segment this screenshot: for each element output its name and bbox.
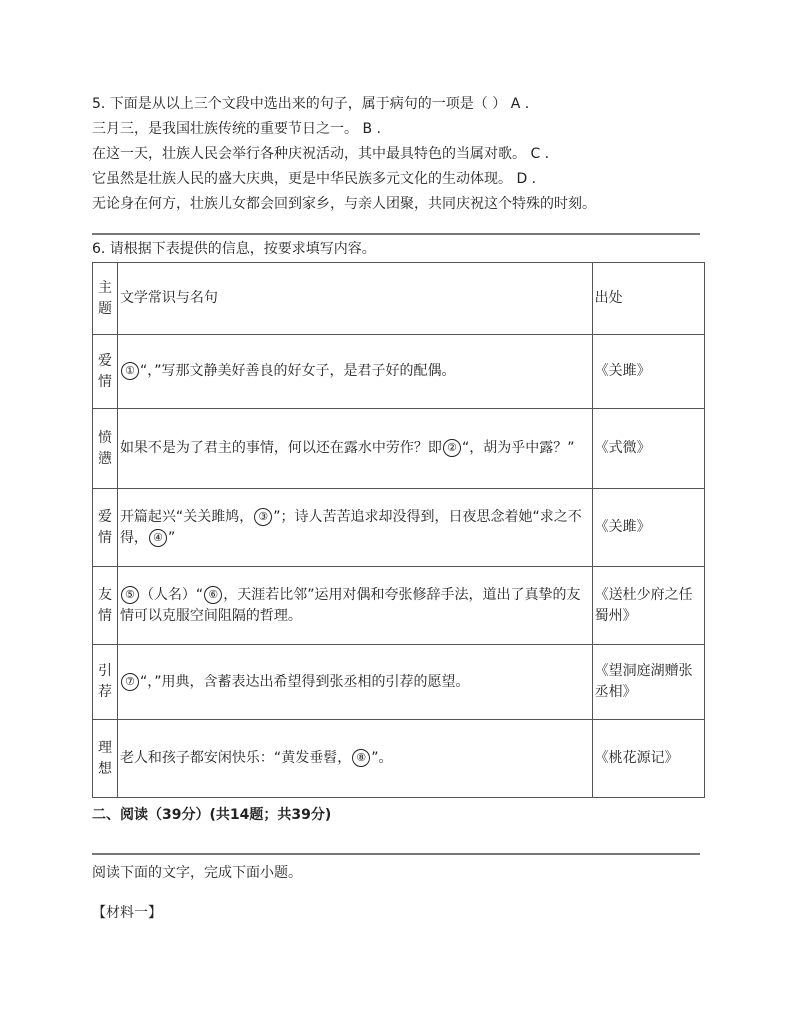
row-source: 《望洞庭湖赠张丞相》 [592, 645, 704, 720]
table-row [93, 645, 705, 720]
content-text: 如果不是为了君主的事情，何以还在露水中劳作？即 [119, 440, 442, 456]
q5-option-b: 在这一天，壮族人民会举行各种庆祝活动，其中最具特色的当属对歌。 C . [92, 146, 550, 162]
material-one-label: 【材料一】 [92, 905, 162, 921]
header-content: 文学常识与名句 [117, 263, 592, 335]
blank-number: ⑧ [352, 749, 370, 767]
table-header-row [93, 263, 705, 335]
table-row [93, 567, 705, 645]
blank-number: ② [443, 439, 461, 457]
literature-table [92, 262, 705, 798]
row-source: 《桃花源记》 [592, 720, 704, 798]
content-text: “，”用典，含蓄表达出希望得到张丞相的引荐的愿望。 [139, 673, 470, 690]
row-source: 《关雎》 [592, 489, 704, 567]
section-2-heading: 二、阅读（39分）(共14题；共39分) [92, 807, 332, 823]
row-content [117, 720, 592, 798]
row-theme: 爱情 [93, 489, 118, 567]
q5-option-d: 无论身在何方，壮族儿女都会回到家乡，与亲人团聚，共同庆祝这个特殊的时刻。 [92, 196, 596, 212]
row-content [117, 567, 592, 645]
row-theme: 愤懑 [93, 409, 118, 489]
content-text: ” [167, 529, 176, 546]
table-row [93, 720, 705, 798]
header-theme: 主题 [93, 263, 118, 335]
question-6-title: 6. 请根据下表提供的信息，按要求填写内容。 [92, 241, 376, 257]
table-row [93, 335, 705, 409]
divider [92, 233, 700, 235]
blank-number: ⑤ [121, 586, 139, 604]
row-theme: 友情 [93, 567, 118, 645]
content-text: “，胡为乎中露？” [461, 440, 575, 456]
question-5 [92, 92, 704, 217]
row-source: 《式微》 [592, 409, 704, 489]
divider [92, 853, 700, 855]
content-text: ”；诗人苦苦追求却没得到，日夜思念着她“求之不得， [119, 508, 582, 546]
row-content [117, 409, 592, 489]
row-source: 《送杜少府之任蜀州》 [592, 567, 704, 645]
reading-instruction: 阅读下面的文字，完成下面小题。 [92, 865, 302, 881]
content-text: 老人和孩子都安闲快乐：“黄发垂髫， [119, 750, 352, 766]
blank-number: ④ [149, 529, 167, 547]
row-content [117, 489, 592, 567]
row-content [117, 335, 592, 409]
q5-stem: 5. 下面是从以上三个文段中选出来的句子，属于病句的一项是（ ） A . [92, 96, 530, 112]
row-theme: 引荐 [93, 645, 118, 720]
blank-number: ⑥ [204, 586, 222, 604]
row-theme: 爱情 [93, 335, 118, 409]
blank-number: ③ [254, 508, 272, 526]
table-row [93, 409, 705, 489]
q5-option-c: 它虽然是壮族人民的盛大庆典，更是中华民族多元文化的生动体现。 D . [92, 171, 537, 187]
content-text: 开篇起兴“关关雎鸠， [119, 508, 254, 525]
content-text: ，天涯若比邻”运用对偶和夸张修辞手法，道出了真挚的友情可以克服空间阻隔的哲理。 [119, 586, 581, 624]
q5-option-a: 三月三，是我国壮族传统的重要节日之一。 B . [92, 121, 381, 137]
row-content [117, 645, 592, 720]
content-text: “，”写那文静美好善良的好女子，是君子好的配偶。 [139, 363, 456, 379]
row-source: 《关雎》 [592, 335, 704, 409]
table-row [93, 489, 705, 567]
blank-number: ⑦ [121, 673, 139, 691]
header-source: 出处 [592, 263, 704, 335]
row-theme: 理想 [93, 720, 118, 798]
content-text: ”。 [371, 750, 393, 766]
blank-number: ① [121, 362, 139, 380]
content-text: （人名）“ [139, 586, 204, 603]
